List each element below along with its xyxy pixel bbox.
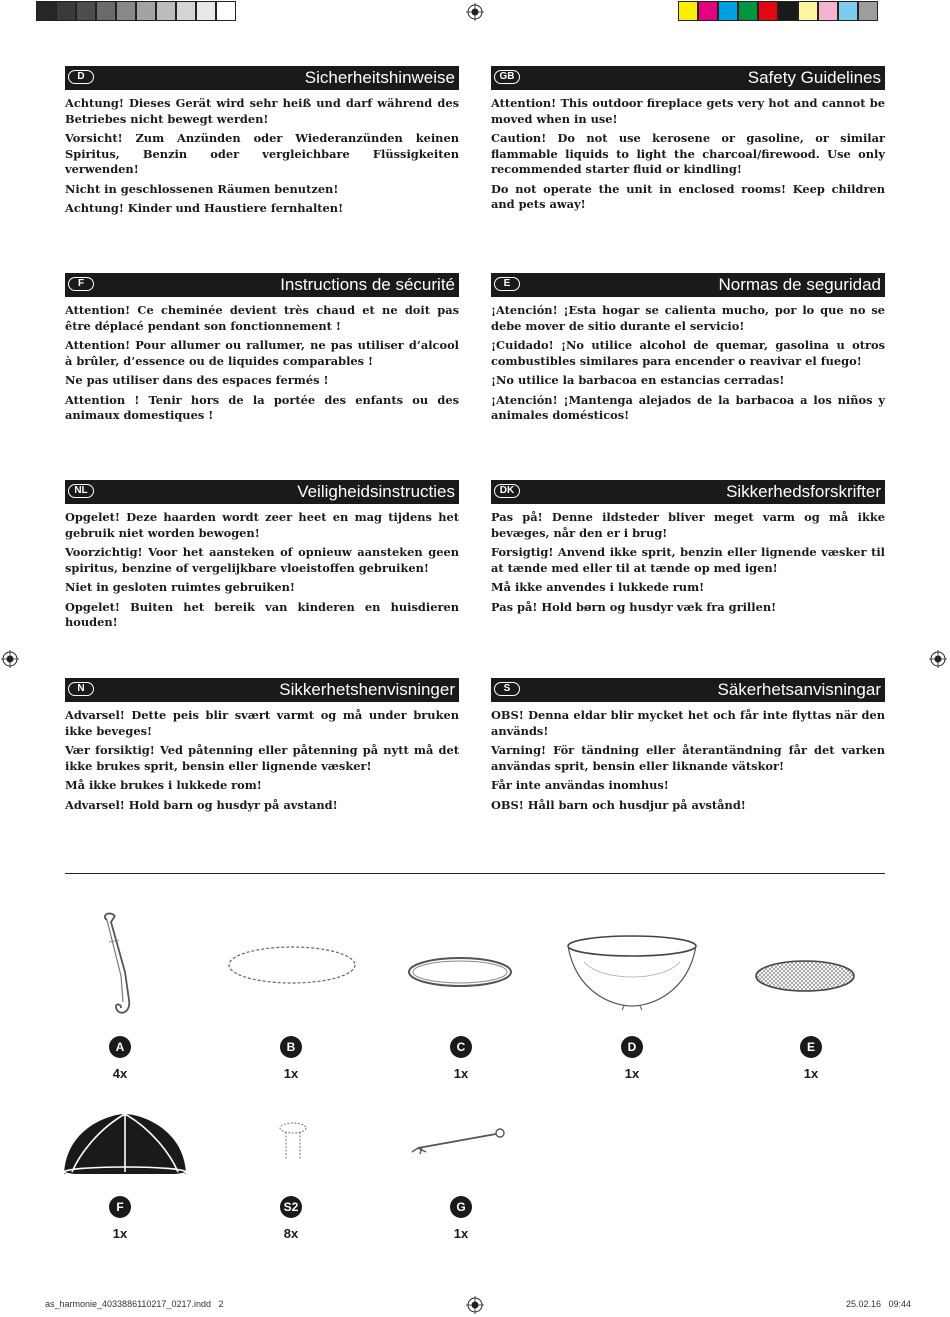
part-quantity: 1x [803,1066,819,1081]
paragraph: Ne pas utiliser dans des espaces fermés ! [65,373,329,387]
divider [65,873,885,874]
paragraph: OBS! Denna eldar blir mycket het och får inte flyttas när den används! [491,708,885,738]
section-body [491,303,885,424]
part-label: C [450,1036,472,1058]
section-title: Sikkerhedsforskrifter [726,482,881,501]
part-label: E [800,1036,822,1058]
language-badge: NL [68,484,94,498]
part-quantity: 1x [453,1226,469,1241]
registration-mark-icon [1,650,19,668]
footer-date: 25.02.16 09:44 [846,1299,912,1309]
language-badge: D [68,70,94,84]
section-body [65,708,459,813]
section-header [491,273,885,297]
section-body [491,96,885,213]
part-label: B [280,1036,302,1058]
paragraph: Attention! This outdoor fireplace gets very hot and cannot be moved when in use! [491,96,885,126]
paragraph: Attention! Ce cheminée devient très chaud et ne doit pas être déplacé pendant son fonctionnement ! [65,303,459,333]
paragraph: Achtung! Dieses Gerät wird sehr heiß und darf während des Betriebes nicht bewegt werden! [65,96,459,126]
section-header [65,273,459,297]
poker-icon [408,1124,508,1158]
section-body [491,708,885,813]
color-swatch [818,1,838,21]
section-nl [65,480,459,635]
section-header [65,480,459,504]
part-quantity: 1x [112,1226,128,1241]
paragraph: Attention ! Tenir hors de la portée des enfants ou des animaux domestiques ! [65,392,459,422]
part-label: F [109,1196,131,1218]
gray-swatch [76,1,96,21]
gray-swatch [36,1,56,21]
color-bar [678,1,878,22]
bowl-icon [562,932,702,1012]
section-body [65,510,459,631]
paragraph: Forsigtig! Anvend ikke sprit, benzin eller lignende væsker til at tænde med eller til at tænde op med igen! [491,545,885,575]
language-badge: N [68,682,94,696]
paragraph: ¡Atención! ¡Mantenga alejados de la barbacoa a los niños y animales domésticos! [491,392,885,422]
gray-swatch [196,1,216,21]
section-body [491,510,885,615]
paragraph: Vorsicht! Zum Anzünden oder Wiederanzünden keinen Spiritus, Benzin oder vergleichbare Flüssigkeiten verwenden! [65,131,459,176]
part-label: G [450,1196,472,1218]
registration-mark-icon [929,650,947,668]
paragraph: ¡Atención! ¡Esta hogar se calienta mucho, por lo que no se debe mover de sitio durante el servicio! [491,303,885,333]
part-quantity: 4x [112,1066,128,1081]
paragraph: Achtung! Kinder und Haustiere fernhalten! [65,201,344,215]
paragraph: ¡Cuidado! ¡No utilice alcohol de quemar, gasolina u otros combustibles similares para encender o reavivar el fuego! [491,338,885,368]
color-swatch [778,1,798,21]
paragraph: Får inte användas inomhus! [491,778,669,792]
section-title: Sikkerhetshenvisninger [279,680,455,699]
color-swatch [738,1,758,21]
section-se [491,678,885,817]
part-quantity: 8x [283,1226,299,1241]
grayscale-bar [36,1,236,22]
color-swatch [718,1,738,21]
paragraph: Må ikke brukes i lukkede rom! [65,778,262,792]
section-title: Sicherheitshinweise [304,68,455,87]
registration-mark-icon [466,1296,484,1314]
color-swatch [798,1,818,21]
section-gb [491,66,885,217]
footer-filename: as_harmonie_4033886110217_0217.indd 2 [45,1299,224,1309]
paragraph: Opgelet! Buiten het bereik van kinderen en huisdieren houden! [65,599,459,629]
paragraph: Må ikke anvendes i lukkede rum! [491,580,705,594]
section-no [65,678,459,817]
section-title: Säkerhetsanvisningar [717,680,881,699]
section-header [491,480,885,504]
language-badge: S [494,682,520,696]
paragraph: Pas på! Hold børn og husdyr væk fra grillen! [491,599,777,614]
gray-swatch [156,1,176,21]
section-header [65,66,459,90]
spark-screen-icon [60,1108,190,1178]
color-swatch [758,1,778,21]
color-swatch [698,1,718,21]
gray-swatch [176,1,196,21]
paragraph: Vær forsiktig! Ved påtenning eller påtenning på nytt må det ikke brukes sprit, bensin eller lignende væsker! [65,743,459,773]
paragraph: Attention! Pour allumer ou rallumer, ne pas utiliser d’alcool à brûler, d’essence ou de liquides comparables ! [65,338,459,368]
section-title: Veiligheidsinstructies [297,482,455,501]
gray-swatch [56,1,76,21]
section-es [491,273,885,428]
part-label: S2 [280,1196,302,1218]
section-title: Normas de seguridad [718,275,881,294]
paragraph: Do not operate the unit in enclosed rooms! Keep children and pets away! [491,181,885,211]
paragraph: Pas på! Denne ildsteder bliver meget varm og må ikke bevæges, når den er i brug! [491,510,885,540]
leg-icon [95,912,145,1022]
paragraph: Nicht in geschlossenen Räumen benutzen! [65,181,339,196]
paragraph: Varning! För tändning eller återantändning får det varken användas sprit, bensin eller liknande vätskor! [491,743,885,773]
part-quantity: 1x [283,1066,299,1081]
section-header [65,678,459,702]
grill-grate-icon [752,955,858,997]
paragraph: ¡No utilice la barbacoa en estancias cerradas! [491,373,785,387]
gray-swatch [96,1,116,21]
gray-swatch [136,1,156,21]
section-body [65,96,459,217]
paragraph: OBS! Håll barn och husdjur på avstånd! [491,797,746,812]
section-body [65,303,459,424]
registration-mark-icon [466,3,484,21]
section-de [65,66,459,221]
gray-swatch [216,1,236,21]
section-header [491,66,885,90]
paragraph: Caution! Do not use kerosene or gasoline, or similar flammable liquids to light the charcoal/firewood. Use only recommended starter fluid or kindling! [491,131,885,176]
paragraph: Advarsel! Hold barn og husdyr på avstand! [65,797,338,812]
grate-ring-icon [404,952,516,992]
section-header [491,678,885,702]
section-dk [491,480,885,619]
screw-icon [275,1120,311,1166]
color-swatch [858,1,878,21]
section-title: Instructions de sécurité [280,275,455,294]
part-label: D [621,1036,643,1058]
paragraph: Opgelet! Deze haarden wordt zeer heet en mag tijdens het gebruik niet worden bewogen! [65,510,459,540]
ring-icon [225,940,360,990]
language-badge: E [494,277,520,291]
part-label: A [109,1036,131,1058]
gray-swatch [116,1,136,21]
color-swatch [678,1,698,21]
color-swatch [838,1,858,21]
section-title: Safety Guidelines [747,68,881,87]
language-badge: GB [494,70,520,84]
paragraph: Niet in gesloten ruimtes gebruiken! [65,580,295,594]
paragraph: Advarsel! Dette peis blir svært varmt og må under bruken ikke beveges! [65,708,459,738]
part-quantity: 1x [453,1066,469,1081]
paragraph: Voorzichtig! Voor het aansteken of opnieuw aansteken geen spiritus, benzine of vergelijkbare vloeistoffen gebruiken! [65,545,459,575]
language-badge: DK [494,484,520,498]
section-fr [65,273,459,428]
part-quantity: 1x [624,1066,640,1081]
language-badge: F [68,277,94,291]
